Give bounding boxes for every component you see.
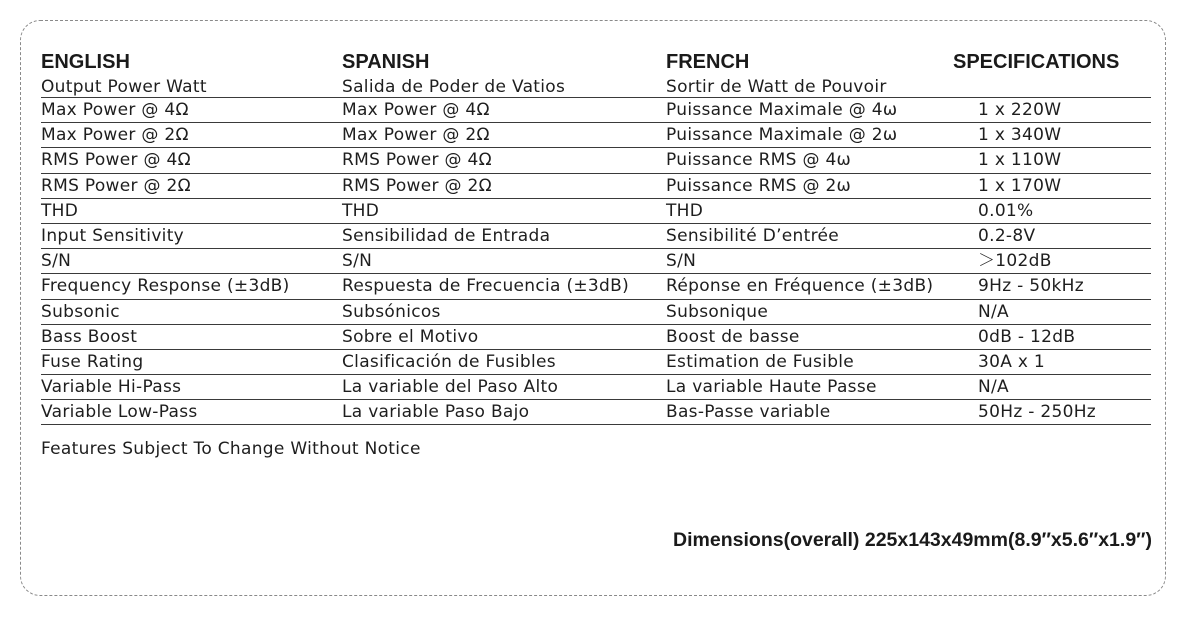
dimensions-text: Dimensions(overall) 225x143x49mm(8.9″x5.6″x1.9″) xyxy=(673,529,1152,551)
cell-spanish: La variable del Paso Alto xyxy=(342,377,559,398)
table-row xyxy=(41,123,1151,148)
cell-spec: 0.01% xyxy=(978,200,1034,221)
table-row xyxy=(41,400,1151,425)
header-row xyxy=(41,49,1151,75)
cell-french: Réponse en Fréquence (±3dB) xyxy=(666,276,934,297)
cell-spec: 50Hz - 250Hz xyxy=(978,402,1097,423)
table-row xyxy=(41,75,1151,98)
cell-spanish: RMS Power @ 2Ω xyxy=(342,175,492,196)
cell-french: Subsonique xyxy=(666,301,769,322)
header-french: FRENCH xyxy=(666,51,750,73)
cell-english: Variable Low-Pass xyxy=(41,402,198,423)
header-english: ENGLISH xyxy=(41,51,130,73)
cell-french: Puissance Maximale @ 2ω xyxy=(666,125,898,146)
cell-spanish: La variable Paso Bajo xyxy=(342,402,530,423)
cell-spanish: THD xyxy=(342,200,380,221)
cell-spanish: Sensibilidad de Entrada xyxy=(342,225,551,246)
cell-spanish: Salida de Poder de Vatios xyxy=(342,77,566,97)
cell-english: Frequency Response (±3dB) xyxy=(41,276,290,297)
table-row xyxy=(41,174,1151,199)
header-specifications: SPECIFICATIONS xyxy=(953,51,1120,73)
cell-french: Puissance RMS @ 4ω xyxy=(666,150,852,171)
table-row xyxy=(41,350,1151,375)
cell-french: Puissance RMS @ 2ω xyxy=(666,175,852,196)
cell-english: Max Power @ 2Ω xyxy=(41,125,189,146)
cell-spec: 1 x 170W xyxy=(978,175,1062,196)
table-row xyxy=(41,224,1151,249)
cell-french: Bas-Passe variable xyxy=(666,402,831,423)
table-row xyxy=(41,300,1151,325)
table-row xyxy=(41,375,1151,400)
cell-french: Sensibilité D’entrée xyxy=(666,225,840,246)
cell-french: Sortir de Watt de Pouvoir xyxy=(666,77,887,97)
cell-english: Input Sensitivity xyxy=(41,225,185,246)
cell-french: Puissance Maximale @ 4ω xyxy=(666,100,898,120)
cell-english: Variable Hi-Pass xyxy=(41,377,182,398)
cell-english: RMS Power @ 2Ω xyxy=(41,175,191,196)
cell-spec: 0.2-8V xyxy=(978,225,1036,246)
cell-spanish: Max Power @ 4Ω xyxy=(342,100,490,120)
cell-english: RMS Power @ 4Ω xyxy=(41,150,191,171)
table-row xyxy=(41,249,1151,274)
cell-spec: 1 x 340W xyxy=(978,125,1062,146)
cell-english: Max Power @ 4Ω xyxy=(41,100,189,120)
cell-english: Output Power Watt xyxy=(41,77,207,97)
cell-english: Subsonic xyxy=(41,301,120,322)
cell-spec: ＞102dB xyxy=(978,251,1052,272)
table-row xyxy=(41,274,1151,299)
cell-spanish: S/N xyxy=(342,251,373,272)
cell-spec: 1 x 220W xyxy=(978,100,1062,120)
cell-french: Boost de basse xyxy=(666,326,800,347)
header-spanish: SPANISH xyxy=(342,51,430,73)
cell-spanish: Respuesta de Frecuencia (±3dB) xyxy=(342,276,630,297)
cell-spec: N/A xyxy=(978,377,1009,398)
cell-spanish: RMS Power @ 4Ω xyxy=(342,150,492,171)
table-row xyxy=(41,199,1151,224)
cell-english: THD xyxy=(41,200,79,221)
cell-french: THD xyxy=(666,200,704,221)
cell-spec: 0dB - 12dB xyxy=(978,326,1076,347)
cell-french: Estimation de Fusible xyxy=(666,351,855,372)
table-row xyxy=(41,98,1151,123)
cell-english: Bass Boost xyxy=(41,326,138,347)
change-notice: Features Subject To Change Without Notice xyxy=(41,439,421,459)
cell-spanish: Subsónicos xyxy=(342,301,441,322)
table-body xyxy=(41,75,1151,425)
cell-spec: 30A x 1 xyxy=(978,351,1046,372)
table-row xyxy=(41,148,1151,173)
cell-spec: N/A xyxy=(978,301,1009,322)
cell-english: S/N xyxy=(41,251,72,272)
table-row xyxy=(41,325,1151,350)
cell-spec: 1 x 110W xyxy=(978,150,1062,171)
cell-spanish: Max Power @ 2Ω xyxy=(342,125,490,146)
cell-english: Fuse Rating xyxy=(41,351,144,372)
cell-french: La variable Haute Passe xyxy=(666,377,877,398)
cell-spanish: Clasificación de Fusibles xyxy=(342,351,556,372)
cell-french: S/N xyxy=(666,251,697,272)
cell-spanish: Sobre el Motivo xyxy=(342,326,479,347)
cell-spec: 9Hz - 50kHz xyxy=(978,276,1084,297)
spec-table xyxy=(41,49,1151,425)
